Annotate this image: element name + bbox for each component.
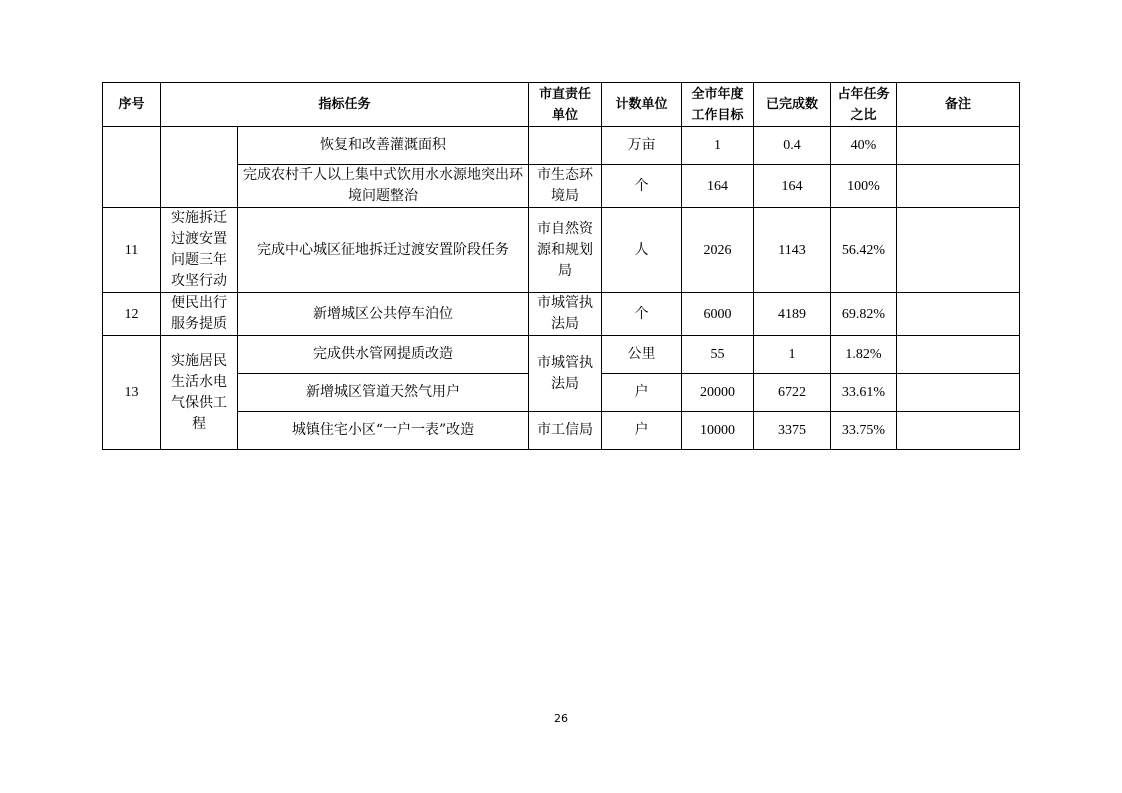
indicator-task-table xyxy=(102,82,1020,450)
task-cell: 恢复和改善灌溉面积 xyxy=(238,127,529,165)
task-cell: 新增城区管道天然气用户 xyxy=(238,374,529,412)
dept-cell: 市工信局 xyxy=(529,412,602,450)
done-cell: 4189 xyxy=(754,293,831,336)
done-cell: 6722 xyxy=(754,374,831,412)
header-dept: 市直责任单位 xyxy=(529,83,602,127)
done-cell: 3375 xyxy=(754,412,831,450)
header-note: 备注 xyxy=(897,83,1020,127)
ratio-cell: 100% xyxy=(831,165,897,208)
page-number: 26 xyxy=(554,712,568,725)
ratio-cell: 56.42% xyxy=(831,208,897,293)
unit-cell: 公里 xyxy=(602,336,682,374)
table-row xyxy=(103,293,1020,336)
dept-cell: 市自然资源和规划局 xyxy=(529,208,602,293)
table-row xyxy=(103,165,1020,208)
note-cell xyxy=(897,208,1020,293)
task-cell: 完成农村千人以上集中式饮用水水源地突出环境问题整治 xyxy=(238,165,529,208)
target-cell: 6000 xyxy=(682,293,754,336)
note-cell xyxy=(897,412,1020,450)
task-cell: 新增城区公共停车泊位 xyxy=(238,293,529,336)
note-cell xyxy=(897,127,1020,165)
done-cell: 0.4 xyxy=(754,127,831,165)
table-row xyxy=(103,208,1020,293)
header-task: 指标任务 xyxy=(161,83,529,127)
target-cell: 164 xyxy=(682,165,754,208)
table-row xyxy=(103,336,1020,374)
ratio-cell: 40% xyxy=(831,127,897,165)
target-cell: 1 xyxy=(682,127,754,165)
done-cell: 1143 xyxy=(754,208,831,293)
unit-cell: 人 xyxy=(602,208,682,293)
table-row xyxy=(103,412,1020,450)
ratio-cell: 69.82% xyxy=(831,293,897,336)
target-cell: 2026 xyxy=(682,208,754,293)
seq-cell: 13 xyxy=(103,336,161,450)
group-cell: 实施居民生活水电气保供工程 xyxy=(161,336,238,450)
unit-cell: 户 xyxy=(602,374,682,412)
dept-cell: 市城管执法局 xyxy=(529,293,602,336)
note-cell xyxy=(897,374,1020,412)
dept-cell: 市城管执法局 xyxy=(529,336,602,412)
header-unit: 计数单位 xyxy=(602,83,682,127)
ratio-cell: 33.75% xyxy=(831,412,897,450)
done-cell: 164 xyxy=(754,165,831,208)
dept-cell xyxy=(529,127,602,165)
group-cell: 实施拆迁过渡安置问题三年攻坚行动 xyxy=(161,208,238,293)
note-cell xyxy=(897,165,1020,208)
task-cell: 城镇住宅小区“一户一表”改造 xyxy=(238,412,529,450)
table-header-row xyxy=(103,83,1020,127)
task-cell: 完成供水管网提质改造 xyxy=(238,336,529,374)
unit-cell: 个 xyxy=(602,165,682,208)
table-row xyxy=(103,127,1020,165)
seq-cell: 12 xyxy=(103,293,161,336)
header-seq: 序号 xyxy=(103,83,161,127)
seq-cell xyxy=(103,127,161,208)
done-cell: 1 xyxy=(754,336,831,374)
target-cell: 20000 xyxy=(682,374,754,412)
dept-cell: 市生态环境局 xyxy=(529,165,602,208)
ratio-cell: 1.82% xyxy=(831,336,897,374)
ratio-cell: 33.61% xyxy=(831,374,897,412)
unit-cell: 户 xyxy=(602,412,682,450)
task-cell: 完成中心城区征地拆迁过渡安置阶段任务 xyxy=(238,208,529,293)
unit-cell: 个 xyxy=(602,293,682,336)
target-cell: 55 xyxy=(682,336,754,374)
group-cell: 便民出行服务提质 xyxy=(161,293,238,336)
header-ratio: 占年任务之比 xyxy=(831,83,897,127)
target-cell: 10000 xyxy=(682,412,754,450)
seq-cell: 11 xyxy=(103,208,161,293)
unit-cell: 万亩 xyxy=(602,127,682,165)
header-done: 已完成数 xyxy=(754,83,831,127)
note-cell xyxy=(897,293,1020,336)
note-cell xyxy=(897,336,1020,374)
group-cell xyxy=(161,127,238,208)
header-target: 全市年度工作目标 xyxy=(682,83,754,127)
